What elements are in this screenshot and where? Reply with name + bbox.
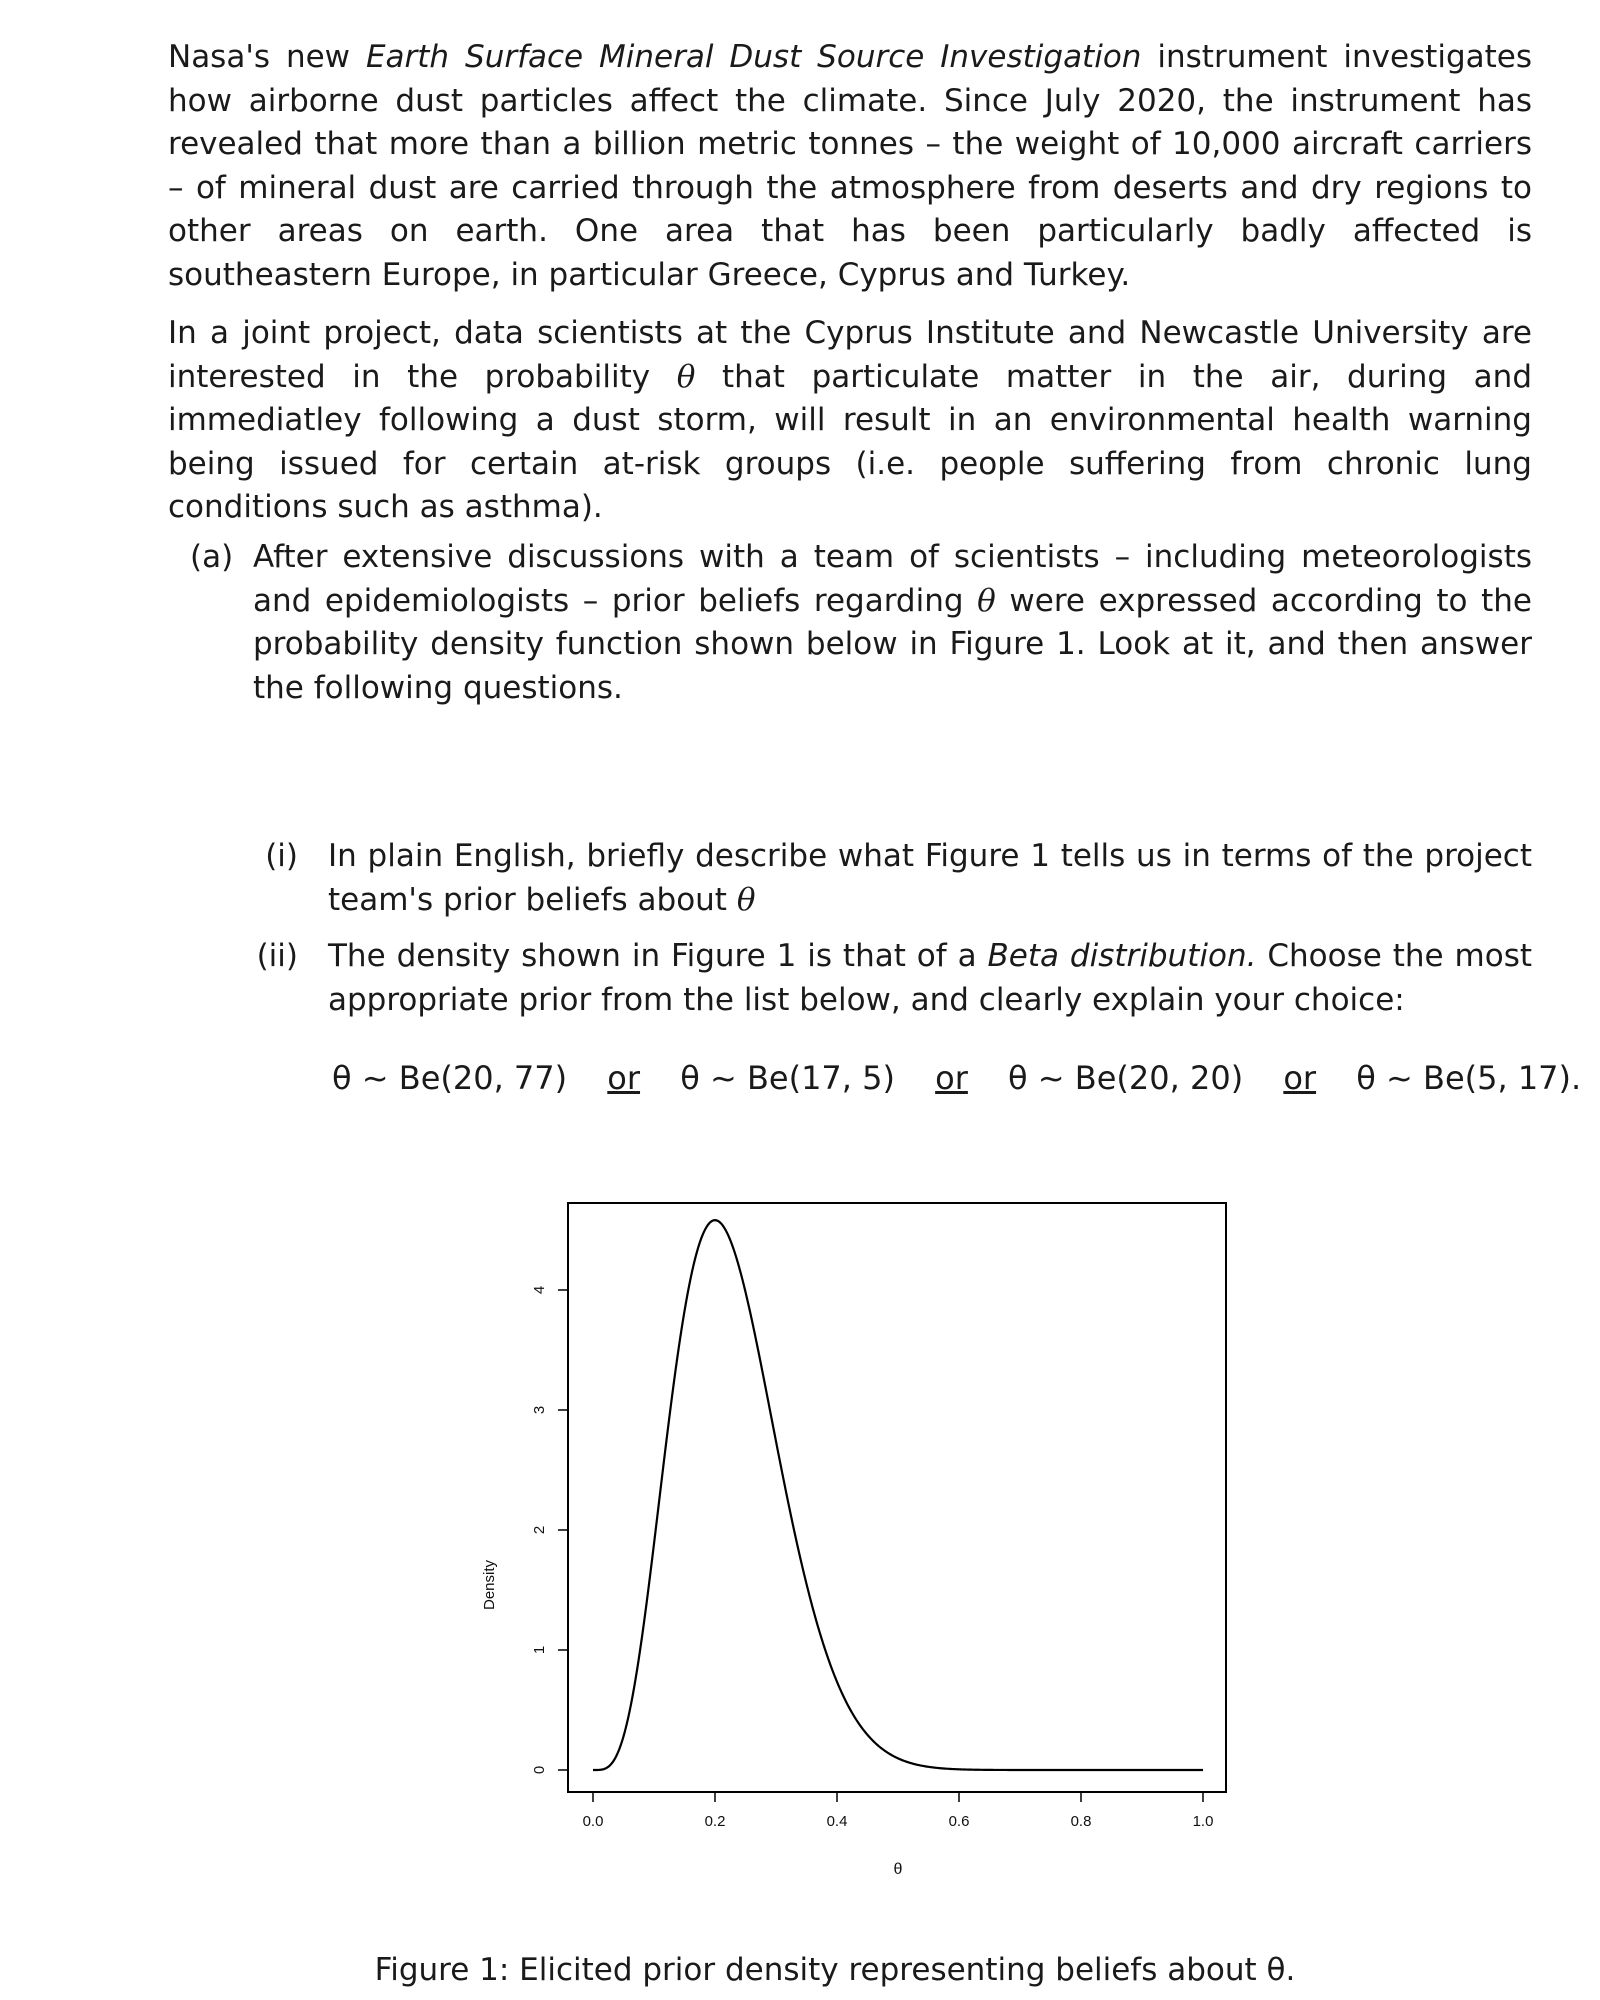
density-curve	[593, 1220, 1203, 1770]
x-tick-label: 0.2	[704, 1813, 726, 1830]
part-i-label: (i)	[265, 838, 298, 874]
figure-caption: Figure 1: Elicited prior density representing beliefs about θ.	[374, 1952, 1296, 1988]
option-be-20-77: θ ~ Be(20, 77)	[332, 1059, 568, 1097]
x-tick-label: 0.6	[948, 1813, 970, 1830]
or-separator: or	[607, 1059, 641, 1097]
part-a-text: After extensive discussions with a team of scientists – including meteorologists and epidemiologists – prior beliefs regarding θ were expressed according to the probability density function shown below in Figure 1. Look at it, and then answer the following questions.	[253, 539, 1532, 706]
option-be-5-17: θ ~ Be(5, 17).	[1356, 1059, 1582, 1097]
y-tick-label: 0	[531, 1765, 548, 1775]
x-tick-label: 1.0	[1192, 1813, 1214, 1830]
option-be-20-20: θ ~ Be(20, 20)	[1008, 1059, 1244, 1097]
x-axis-title: θ	[893, 1861, 903, 1878]
project-paragraph: In a joint project, data scientists at the Cyprus Institute and Newcastle University are interested in the probability θ that particulate matter in the air, during and immediatley following a dust storm, will result in an environmental health warning being issued for certain at-risk groups (i.e. people suffering from chronic lung conditions such as asthma).	[168, 315, 1532, 525]
instrument-name: Earth Surface Mineral Dust Source Investigation	[365, 39, 1142, 75]
x-tick-label: 0.8	[1070, 1813, 1092, 1830]
y-tick-label: 3	[531, 1405, 548, 1415]
x-tick-label: 0.0	[582, 1813, 604, 1830]
y-tick-label: 4	[531, 1285, 548, 1295]
x-tick-label: 0.4	[826, 1813, 848, 1830]
y-tick-label: 2	[531, 1525, 548, 1535]
part-a-label: (a)	[190, 539, 234, 575]
y-axis-title: Density	[481, 1559, 498, 1611]
plot-frame	[568, 1203, 1226, 1792]
option-be-17-5: θ ~ Be(17, 5)	[680, 1059, 895, 1097]
part-i-text: In plain English, briefly describe what Figure 1 tells us in terms of the project team's prior beliefs about θ	[328, 838, 1532, 918]
intro-paragraph: Nasa's new Earth Surface Mineral Dust Source Investigation instrument investigates how airborne dust particles affect the climate. Since July 2020, the instrument has revealed that more than a billion metric tonnes – the weight of 10,000 aircraft carriers – of mineral dust are carried through the atmosphere from deserts and dry regions to other areas on earth. One area that has been particularly badly affected is southeastern Europe, in particular Greece, Cyprus and Turkey.	[168, 39, 1533, 293]
y-tick-label: 1	[531, 1645, 548, 1655]
or-separator: or	[1283, 1059, 1317, 1097]
part-ii-text: The density shown in Figure 1 is that of a Beta distribution. Choose the most appropriate prior from the list below, and clearly explain your choice:	[328, 938, 1533, 1018]
or-separator: or	[935, 1059, 968, 1097]
theta-symbol: θ	[676, 358, 696, 395]
part-ii-label: (ii)	[256, 938, 298, 974]
